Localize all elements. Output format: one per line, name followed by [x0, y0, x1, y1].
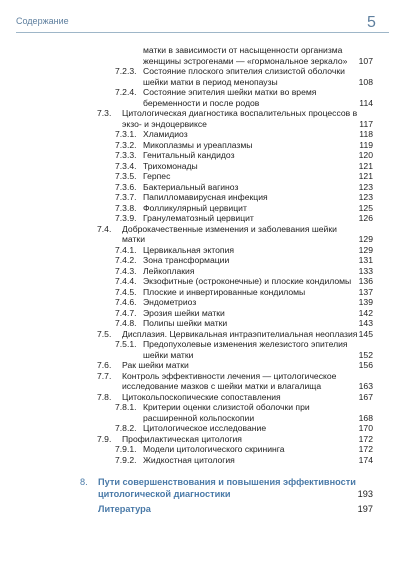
- toc-entry: [0, 276, 416, 287]
- toc-entry-title: Состояние плоского эпителия слизистой оболочки шейки матки в период менопаузы: [143, 66, 345, 87]
- toc-entry: [0, 140, 416, 151]
- toc-entry-number: 7.6.: [97, 360, 112, 370]
- toc-entry-title: Цервикальная эктопия: [143, 244, 235, 255]
- toc-entry-number: 7.3.: [97, 108, 112, 118]
- toc-entry-page: 137: [358, 286, 373, 297]
- toc-entry-number: 7.4.1.: [115, 244, 137, 255]
- toc-entry: [0, 171, 416, 182]
- toc-entry-page: 156: [358, 360, 373, 370]
- toc-entry: [0, 161, 416, 172]
- toc-entry-number: 7.4.5.: [115, 286, 137, 297]
- toc-entry-title: Эндометриоз: [143, 297, 197, 307]
- toc-entry: [0, 245, 416, 256]
- toc-chapter-8: [0, 477, 416, 500]
- toc-entry-page: 152: [358, 349, 373, 360]
- toc-entry: [0, 203, 416, 214]
- toc-entry: [0, 360, 416, 371]
- table-of-contents: [0, 45, 416, 516]
- toc-entry: [0, 455, 416, 466]
- toc-entry: [0, 371, 416, 392]
- toc-entry-page: 126: [358, 213, 373, 223]
- toc-entry-number: 7.4.3.: [115, 265, 137, 276]
- toc-entry-page: 172: [358, 433, 373, 444]
- toc-entry-title: Литература: [98, 504, 151, 514]
- toc-entry-number: 7.4.: [97, 223, 112, 234]
- toc-entry-number: 7.7.: [97, 370, 112, 381]
- toc-literature: [0, 504, 416, 516]
- toc-entry-title: Хламидиоз: [143, 129, 188, 139]
- running-header-title: Содержание: [16, 16, 69, 26]
- toc-entry-title: Полипы шейки матки: [143, 318, 228, 328]
- toc-entry: [0, 339, 416, 360]
- toc-entry-title: Цитологическая диагностика воспалительных процессов в экзо- и эндоцервиксе: [122, 108, 358, 129]
- toc-entry: [0, 129, 416, 140]
- toc-entry-title: Герпес: [143, 171, 171, 181]
- toc-entry-page: 163: [358, 381, 373, 391]
- toc-entry-number: 7.9.2.: [115, 454, 137, 465]
- toc-entry-page: 108: [358, 76, 373, 87]
- toc-entry-page: 121: [358, 171, 373, 181]
- toc-entry-number: 7.9.1.: [115, 444, 137, 454]
- toc-entry: [0, 192, 416, 203]
- toc-entry-number: 7.5.1.: [115, 339, 137, 349]
- toc-entry-title: Фолликулярный цервицит: [143, 202, 247, 213]
- toc-entry-number: 7.3.6.: [115, 181, 137, 192]
- toc-entry: [0, 45, 416, 66]
- page-number: 5: [367, 14, 376, 31]
- toc-entry-page: 136: [358, 276, 373, 286]
- toc-entry-title: Критерии оценки слизистой оболочки при расширенной кольпоскопии: [143, 402, 310, 423]
- toc-entry-number: 7.9.: [97, 433, 112, 444]
- toc-entry-number: 7.3.5.: [115, 171, 137, 181]
- toc-entry-title: Бактериальный вагиноз: [143, 181, 239, 192]
- toc-entry-page: 107: [358, 55, 373, 66]
- toc-entry-page: 120: [358, 150, 373, 160]
- toc-entry-number: 7.4.7.: [115, 307, 137, 318]
- toc-entry-number: 7.8.1.: [115, 402, 137, 412]
- toc-entry-title: Микоплазмы и уреаплазмы: [143, 139, 253, 150]
- toc-entry-number: 7.4.4.: [115, 276, 137, 286]
- toc-entry: [0, 287, 416, 298]
- spacer: [0, 465, 416, 477]
- toc-entry: [0, 224, 416, 245]
- toc-entry: [0, 329, 416, 340]
- toc-entry: [0, 308, 416, 319]
- toc-entry-page: 145: [358, 328, 373, 339]
- toc-entry: [0, 255, 416, 266]
- toc-entry-page: 129: [358, 234, 373, 244]
- toc-entry-page: 133: [358, 265, 373, 276]
- toc-entry-title: Зона трансформации: [143, 255, 230, 265]
- toc-entry-title: матки в зависимости от насыщенности организма женщины эстрогенами — «гормональное зеркало»: [143, 45, 348, 66]
- toc-entry-number: 7.8.: [97, 391, 112, 402]
- toc-entry-title: Гранулематозный цервицит: [143, 213, 254, 223]
- toc-entry: [0, 423, 416, 434]
- toc-entry-page: 123: [358, 192, 373, 202]
- toc-entry-page: 174: [358, 454, 373, 465]
- toc-entry-page: 197: [357, 504, 373, 514]
- toc-entry-page: 114: [359, 97, 373, 108]
- toc-entry-page: 118: [359, 129, 373, 139]
- toc-entry-number: 8.: [80, 477, 88, 487]
- toc-entry-title: Папилломавирусная инфекция: [143, 192, 268, 202]
- toc-entry-title: Экзофитные (остроконечные) и плоские кондиломы: [143, 276, 352, 286]
- toc-entry-page: 172: [358, 444, 373, 454]
- toc-entry-number: 7.3.4.: [115, 160, 137, 171]
- toc-entry-title: Модели цитологического скрининга: [143, 444, 285, 454]
- toc-entry-title: Генитальный кандидоз: [143, 150, 235, 160]
- toc-entry-title: Трихомонады: [143, 160, 198, 171]
- toc-entry: [0, 318, 416, 329]
- toc-entry-page: 125: [358, 202, 373, 213]
- toc-entry-title: Эрозия шейки матки: [143, 307, 225, 318]
- toc-entry-title: Плоские и инвертированные кондиломы: [143, 286, 306, 297]
- toc-entry-number: 7.2.3.: [115, 66, 137, 76]
- toc-entry-number: 7.4.2.: [115, 255, 137, 265]
- toc-entry-title: Цитологическое исследование: [143, 423, 267, 433]
- toc-entry: [0, 150, 416, 161]
- toc-entry-page: 129: [358, 244, 373, 255]
- toc-entry-title: Рак шейки матки: [122, 360, 189, 370]
- toc-entry: [0, 213, 416, 224]
- toc-entry-page: 142: [358, 307, 373, 318]
- toc-entry-number: 7.3.9.: [115, 213, 137, 223]
- toc-entry-page: 123: [358, 181, 373, 192]
- toc-entry-title: Состояние эпителия шейки матки во время беременности и после родов: [143, 87, 317, 108]
- toc-entry: [0, 108, 416, 129]
- toc-entry-title: Дисплазия. Цервикальная интраэпителиальная неоплазия: [122, 328, 358, 339]
- toc-entry-page: 117: [359, 118, 373, 129]
- toc-entry-page: 193: [357, 488, 373, 499]
- toc-entry: [0, 434, 416, 445]
- toc-entry-title: Предопухолевые изменения железистого эпителия шейки матки: [143, 339, 348, 360]
- toc-entry-number: 7.3.8.: [115, 202, 137, 213]
- toc-entry: [0, 402, 416, 423]
- toc-entry-page: 119: [359, 139, 373, 150]
- toc-entry-number: 7.4.8.: [115, 318, 137, 328]
- toc-entry-page: 139: [358, 297, 373, 307]
- toc-entry-number: 7.3.1.: [115, 129, 137, 139]
- toc-entry-title: Жидкостная цитология: [143, 454, 235, 465]
- toc-entry-page: 170: [358, 423, 373, 433]
- toc-entry-number: 7.4.6.: [115, 297, 137, 307]
- toc-entry-title: Цитокольпоскопические сопоставления: [122, 391, 281, 402]
- toc-entry: [0, 392, 416, 403]
- toc-entry-number: 7.3.3.: [115, 150, 137, 160]
- toc-entry-number: 7.2.4.: [115, 87, 137, 97]
- toc-entry-number: 7.8.2.: [115, 423, 137, 433]
- toc-entry-title: Профилактическая цитология: [122, 433, 242, 444]
- toc-entry-title: Лейкоплакия: [143, 265, 195, 276]
- toc-entry-title: Доброкачественные изменения и заболевания шейки матки: [122, 223, 337, 244]
- toc-entry-number: 7.3.2.: [115, 139, 137, 150]
- header-divider: [16, 32, 389, 33]
- toc-entry-page: 167: [358, 391, 373, 402]
- toc-entry-page: 131: [358, 255, 373, 265]
- toc-entry: [0, 444, 416, 455]
- toc-entry-number: 7.5.: [97, 328, 112, 339]
- toc-entry-number: 7.3.7.: [115, 192, 137, 202]
- toc-entry-page: 143: [358, 318, 373, 328]
- toc-entry: [0, 66, 416, 87]
- toc-entry-title: Контроль эффективности лечения — цитологическое исследование мазков с шейки матки и влагалища: [122, 370, 337, 391]
- toc-entry: [0, 182, 416, 193]
- toc-entry: [0, 87, 416, 108]
- toc-entry: [0, 297, 416, 308]
- toc-entry-page: 121: [358, 160, 373, 171]
- toc-entry-title: Пути совершенствования и повышения эффективности цитологической диагностики: [98, 477, 356, 499]
- toc-entry-page: 168: [358, 412, 373, 423]
- toc-entry: [0, 266, 416, 277]
